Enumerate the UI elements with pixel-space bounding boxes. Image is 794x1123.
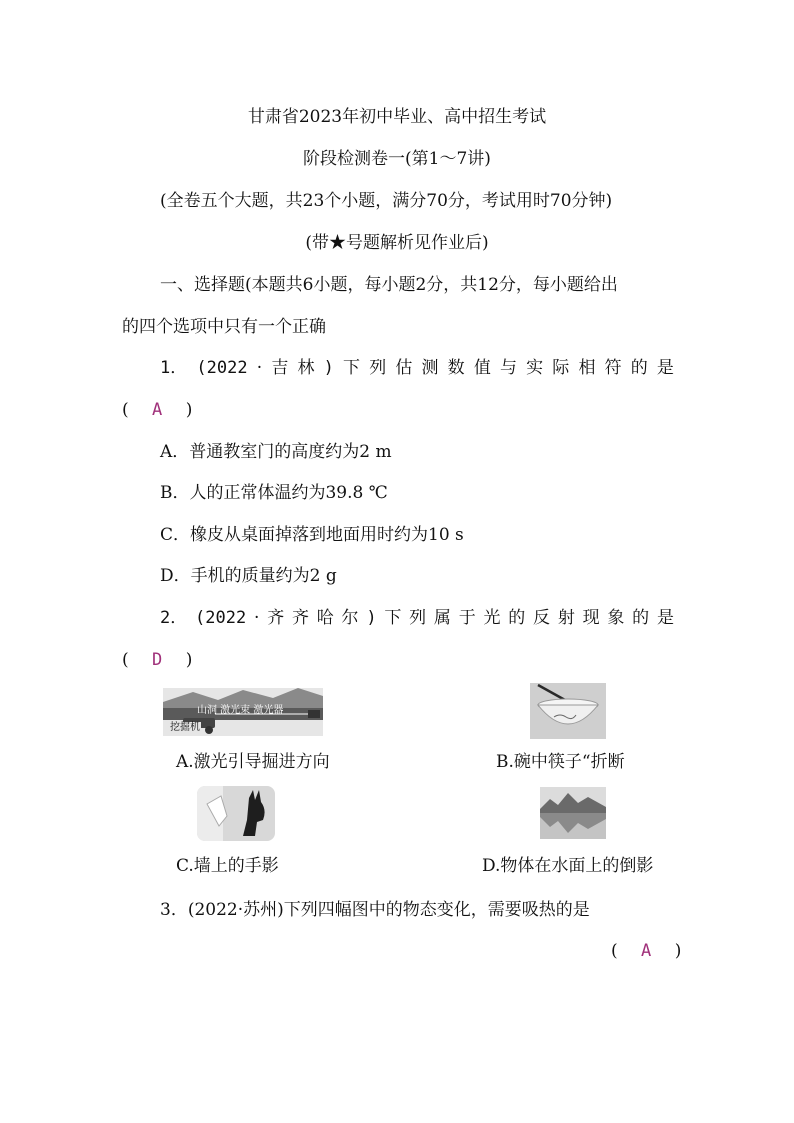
question-1-option-b: B．人的正常体温约为39.8 ℃ bbox=[160, 483, 388, 503]
question-1-option-a: A．普通教室门的高度约为2 m bbox=[160, 442, 392, 462]
stem-char: 象 bbox=[607, 608, 625, 628]
stem-char: · bbox=[256, 358, 263, 378]
stem-char: 相 bbox=[578, 358, 596, 378]
stem-char: 际 bbox=[552, 358, 570, 378]
stem-char: 符 bbox=[604, 358, 622, 378]
paren-close: ) bbox=[185, 400, 193, 420]
paren-open: ( bbox=[122, 400, 129, 420]
stem-char: 哈 bbox=[316, 608, 334, 628]
exam-info: (全卷五个大题，共23个小题，满分70分，考试用时70分钟) bbox=[160, 191, 613, 211]
stem-char: 的 bbox=[632, 608, 650, 628]
stem-char: · bbox=[254, 608, 260, 628]
stem-char: (2022 bbox=[195, 608, 247, 628]
exam-title: 甘肃省2023年初中毕业、高中招生考试 bbox=[247, 107, 547, 127]
section-heading-line2: 的四个选项中只有一个正确 bbox=[122, 317, 326, 337]
question-2-caption-d: D.物体在水面上的倒影 bbox=[482, 856, 654, 876]
image-d-water-reflection bbox=[540, 787, 606, 839]
question-2-caption-c: C.墙上的手影 bbox=[176, 856, 279, 876]
stem-char: 反 bbox=[533, 608, 551, 628]
stem-char: 列 bbox=[369, 358, 387, 378]
stem-char: 是 bbox=[656, 358, 674, 378]
stem-char: 与 bbox=[499, 358, 517, 378]
stem-char: 的 bbox=[630, 358, 648, 378]
stem-char: 估 bbox=[395, 358, 413, 378]
image-a-label-top: 山洞 激光束 激光器 bbox=[197, 705, 284, 716]
question-2-caption-b: B.碗中筷子“折断 bbox=[496, 752, 625, 772]
question-1-option-d: D．手机的质量约为2 g bbox=[160, 566, 337, 586]
stem-char: 实 bbox=[526, 358, 544, 378]
exam-subtitle: 阶段检测卷一(第1～7讲) bbox=[303, 149, 491, 169]
question-3-answer-bracket bbox=[611, 939, 681, 963]
exam-note: (带★号题解析见作业后) bbox=[305, 233, 489, 253]
stem-char: 齐 bbox=[291, 608, 309, 628]
stem-char: 齐 bbox=[267, 608, 285, 628]
question-2-answer: D bbox=[152, 650, 163, 670]
paren-open: ( bbox=[611, 941, 618, 961]
image-a-label-bottom: 挖掘机 bbox=[170, 722, 200, 733]
stem-char: 是 bbox=[656, 608, 674, 628]
paren-open: ( bbox=[122, 650, 129, 670]
stem-char: ) bbox=[366, 608, 377, 628]
stem-char: 现 bbox=[582, 608, 600, 628]
question-1-answer-bracket bbox=[122, 398, 192, 422]
image-b-bowl-chopsticks bbox=[530, 683, 606, 739]
question-1-answer: A bbox=[152, 400, 163, 420]
stem-char: 2． bbox=[160, 608, 188, 628]
question-2-answer-bracket bbox=[122, 648, 192, 672]
stem-char: 尔 bbox=[341, 608, 359, 628]
stem-char: 的 bbox=[508, 608, 526, 628]
stem-char: 数 bbox=[447, 358, 465, 378]
section-heading-line1: 一、选择题(本题共6小题，每小题2分，共12分，每小题给出 bbox=[160, 275, 618, 295]
stem-char: 1． bbox=[160, 358, 188, 378]
stem-char: 于 bbox=[458, 608, 476, 628]
stem-char: 值 bbox=[473, 358, 491, 378]
question-2-caption-a: A.激光引导掘进方向 bbox=[176, 752, 330, 772]
question-1-option-c: C．橡皮从桌面掉落到地面用时约为10 s bbox=[160, 525, 464, 545]
stem-char: 射 bbox=[557, 608, 575, 628]
stem-char: 属 bbox=[433, 608, 451, 628]
question-3-stem: 3．(2022·苏州)下列四幅图中的物态变化，需要吸热的是 bbox=[160, 900, 590, 920]
question-1-stem bbox=[160, 356, 674, 380]
stem-char: 下 bbox=[384, 608, 402, 628]
stem-char: 列 bbox=[409, 608, 427, 628]
stem-char: 测 bbox=[421, 358, 439, 378]
question-3-answer: A bbox=[641, 941, 652, 961]
stem-char: (2022 bbox=[196, 358, 248, 378]
stem-char: 吉 bbox=[271, 358, 289, 378]
stem-char: 下 bbox=[343, 358, 361, 378]
stem-char: ) bbox=[323, 358, 334, 378]
image-a-laser-excavator bbox=[163, 688, 323, 736]
paren-close: ) bbox=[674, 941, 682, 961]
stem-char: 林 bbox=[297, 358, 315, 378]
stem-char: 光 bbox=[483, 608, 501, 628]
question-2-stem bbox=[160, 606, 674, 630]
paren-close: ) bbox=[185, 650, 193, 670]
image-c-hand-shadow bbox=[197, 786, 275, 841]
